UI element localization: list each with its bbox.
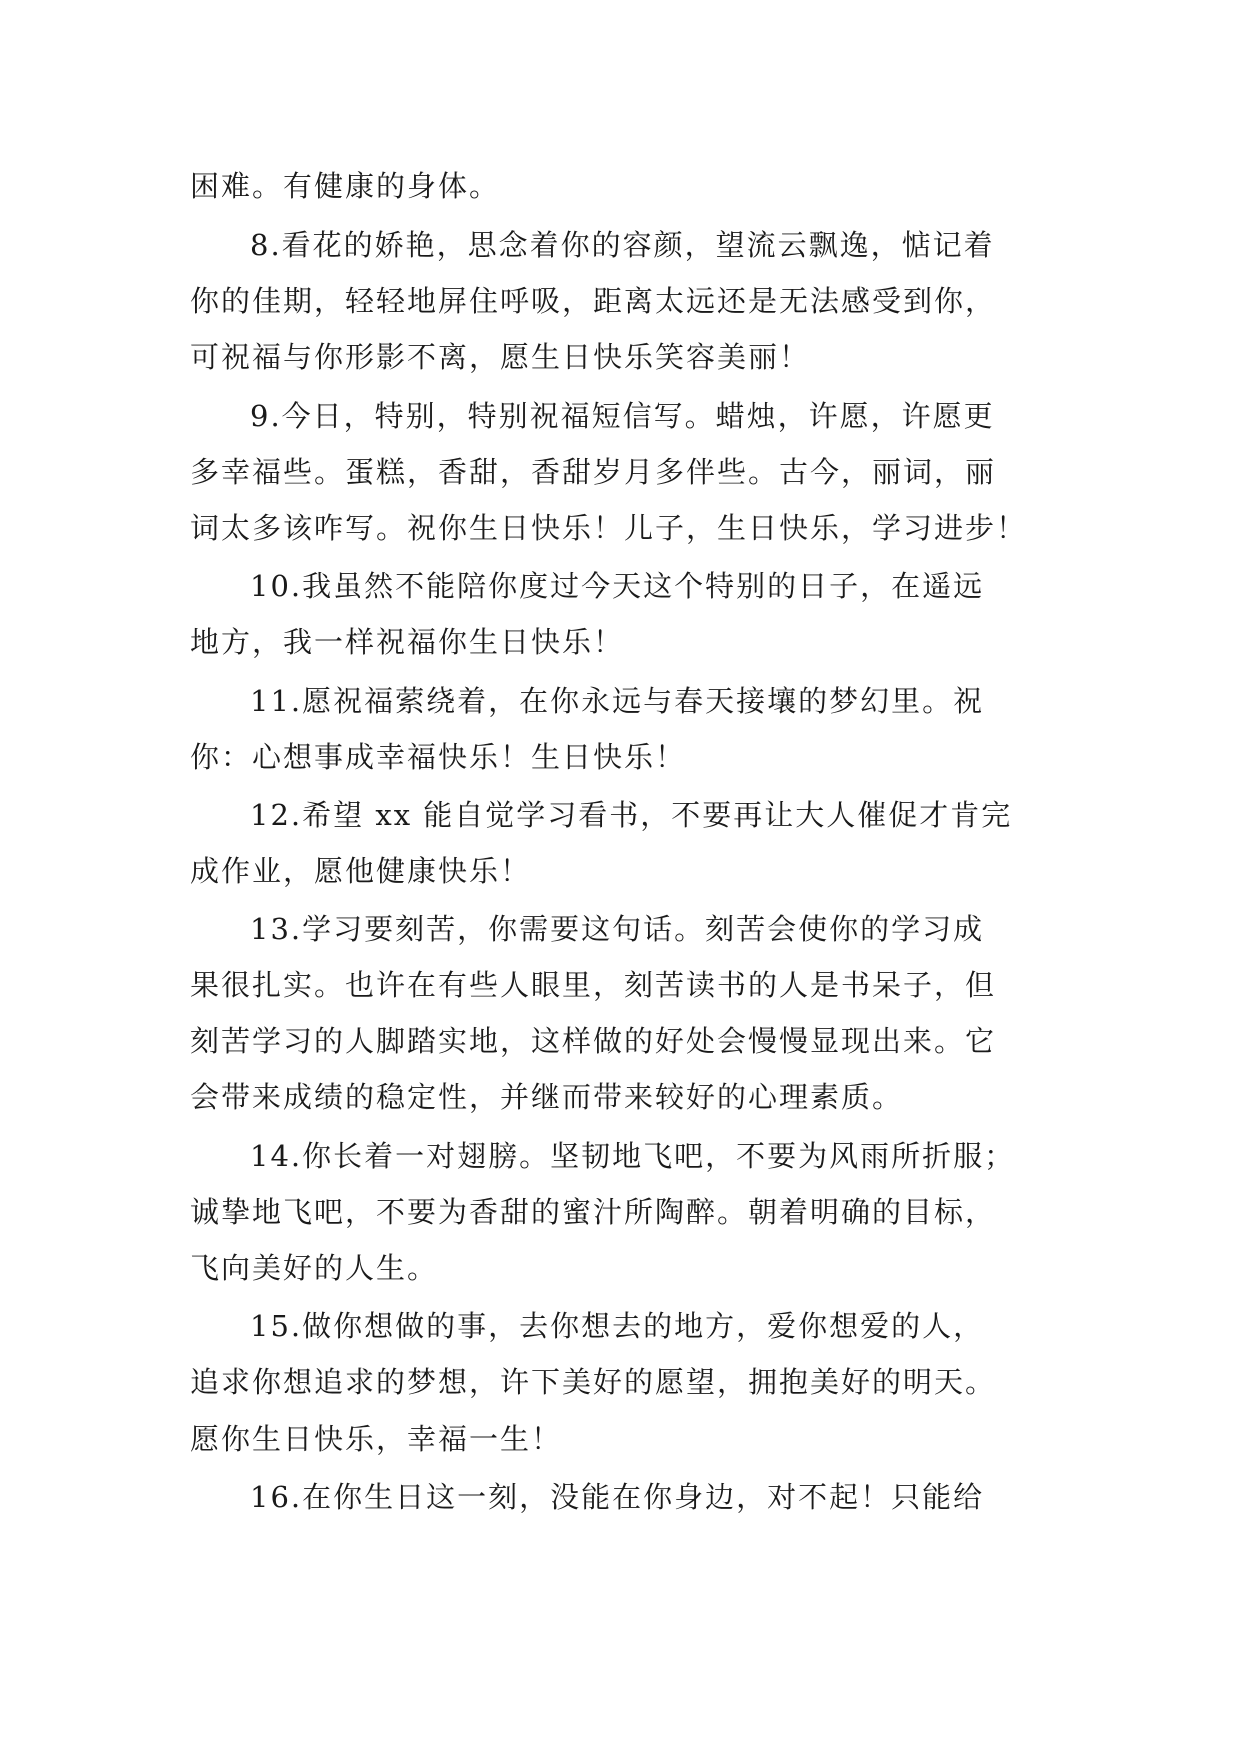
text-line: 你的佳期，轻轻地屏住呼吸，距离太远还是无法感受到你， xyxy=(190,284,997,318)
text-line: 困难。有健康的身体。 xyxy=(190,169,501,203)
text-line: 地方，我一样祝福你生日快乐！ xyxy=(190,625,625,659)
text-line: 14.你长着一对翅膀。坚韧地飞吧，不要为风雨所折服； xyxy=(250,1139,1016,1173)
text-line: 刻苦学习的人脚踏实地，这样做的好处会慢慢显现出来。它 xyxy=(190,1024,997,1058)
text-line: 愿你生日快乐，幸福一生！ xyxy=(190,1422,563,1456)
text-line: 你：心想事成幸福快乐！生日快乐！ xyxy=(190,740,687,774)
text-line: 9.今日，特别，特别祝福短信写。蜡烛，许愿，许愿更 xyxy=(250,399,995,433)
text-line: 15.做你想做的事，去你想去的地方，爱你想爱的人， xyxy=(250,1309,985,1343)
text-line: 飞向美好的人生。 xyxy=(190,1251,439,1285)
text-line: 追求你想追求的梦想，许下美好的愿望，拥抱美好的明天。 xyxy=(190,1365,997,1399)
text-line: 16.在你生日这一刻，没能在你身边，对不起！只能给 xyxy=(250,1480,985,1514)
text-line: 会带来成绩的稳定性，并继而带来较好的心理素质。 xyxy=(190,1080,904,1114)
text-line: 11.愿祝福萦绕着，在你永远与春天接壤的梦幻里。祝 xyxy=(250,684,985,718)
text-line: 多幸福些。蛋糕，香甜，香甜岁月多伴些。古今，丽词，丽 xyxy=(190,455,997,489)
text-line: 词太多该咋写。祝你生日快乐！儿子，生日快乐，学习进步！ xyxy=(190,511,1028,545)
text-line: 13.学习要刻苦，你需要这句话。刻苦会使你的学习成 xyxy=(250,912,985,946)
text-line: 诚挚地飞吧，不要为香甜的蜜汁所陶醉。朝着明确的目标， xyxy=(190,1195,997,1229)
text-line: 10.我虽然不能陪你度过今天这个特别的日子，在遥远 xyxy=(250,569,985,603)
text-line: 果很扎实。也许在有些人眼里，刻苦读书的人是书呆子，但 xyxy=(190,968,997,1002)
text-line: 8.看花的娇艳，思念着你的容颜，望流云飘逸，惦记着 xyxy=(250,228,995,262)
text-line: 可祝福与你形影不离，愿生日快乐笑容美丽！ xyxy=(190,340,811,374)
text-line: 成作业，愿他健康快乐！ xyxy=(190,854,532,888)
text-line: 12.希望 xx 能自觉学习看书，不要再让大人催促才肯完 xyxy=(250,798,1013,832)
